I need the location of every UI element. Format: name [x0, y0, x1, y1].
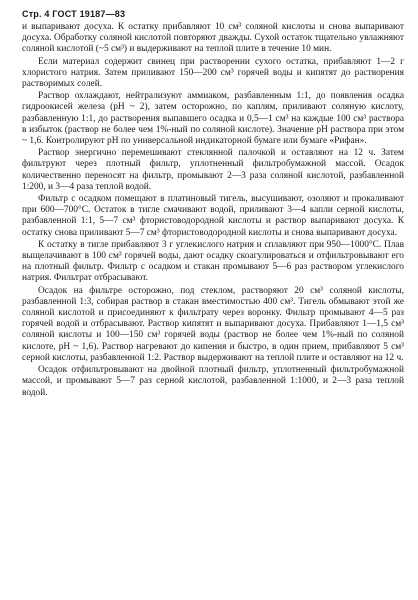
paragraph-5: Фильтр с осадком помещают в платиновый тигель, высушивают, озоляют и прокаливают при 600—700°С. Остаток в тигле смачивают водой, приливают 3—4 капли серной кислоты, разбавленной 1:1, 5—7 см³ фтористоводородной кислоты и раствор выпаривают досуха. К остатку снова приливают 5—7 см³ фтористоводородной кислоты и снова выпаривают досуха. — [22, 194, 404, 238]
paragraph-7: Осадок на фильтре осторожно, под стеклом, растворяют 20 см³ соляной кислоты, разбавленной 1:3, собирая раствор в стакан вместимостью 400 см³. Тигель обмывают этой же соляной кислотой и присоединяют к фильтрату через воронку. Фильтр промывают 4—5 раз горячей водой и отбрасывают. Раствор кипятят и выпаривают досуха. Прибавляют 1—1,5 см³ соляной кислоты и 100—150 см³ горячей воды (раствор не более чем 1%-ный по соляной кислоте, pH ~ 1,6). Раствор нагревают до кипения и быстро, в один прием, прибавляют 5 см³ серной кислоты, разбавленной 1:2. Раствор выдерживают на теплой плите и оставляют на 12 ч. — [22, 285, 404, 363]
paragraph-6: К остатку в тигле прибавляют 3 г углекислого натрия и сплавляют при 950—1000°С. Плав выщелачивают в 100 см³ горячей воды, дают осадку скоагулироваться и отфильтровывают его на плотный фильтр. Фильтр с осадком и стакан промывают 5—6 раз раствором углекислого натрия. Фильтрат отбрасывают. — [22, 239, 404, 284]
paragraph-4: Раствор энергично перемешивают стеклянной палочкой и оставляют на 12 ч. Затем фильтруют через плотный фильтр, уплотненный фильтробумажной массой. Осадок количественно переносят на фильтр, промывают 2—3 раза соляной кислотой, разбавленной 1:200, и 3—4 раза теплой водой. — [22, 148, 404, 192]
paragraph-2: Если материал содержит свинец при растворении сухого остатка, прибавляют 1—2 г хлористого натрия. Затем приливают 150—200 см³ горячей воды и кипятят до растворения растворимых солей. — [22, 56, 404, 90]
paragraph-3: Раствор охлаждают, нейтрализуют аммиаком, разбавленным 1:1, до появления осадка гидроокисей железа (pH ~ 2), затем осторожно, по каплям, приливают соляную кислоту, разбавленную 1:1, до растворения выпавшего осадка и 0,5—1 см³ на каждые 100 см³ раствора в избыток (раствор не более чем 1%-ный по соляной кислоте). Значение pH раствора при этом ~ 1,6. Контролируют pH по универсальной индикаторной бумаге или бумаге «Рифан». — [22, 91, 404, 147]
page-header: Стр. 4 ГОСТ 19187—83 — [22, 9, 126, 19]
document-body — [22, 22, 404, 399]
document-page — [22, 8, 404, 400]
paragraph-8: Осадок отфильтровывают на двойной плотный фильтр, уплотненный фильтробумажной массой, и промывают 5—7 раз серной кислотой, разбавленной 1:1000, и 2—3 раза теплой водой. — [22, 365, 404, 398]
paragraph-1: и выпаривают досуха. К остатку прибавляют 10 см³ соляной кислоты и снова выпаривают досуха. Обработку соляной кислотой повторяют дважды. Сухой остаток тщательно увлажняют соляной кислотой (~5 см³) и выдерживают на теплой плите в течение 10 мин. — [22, 22, 404, 55]
